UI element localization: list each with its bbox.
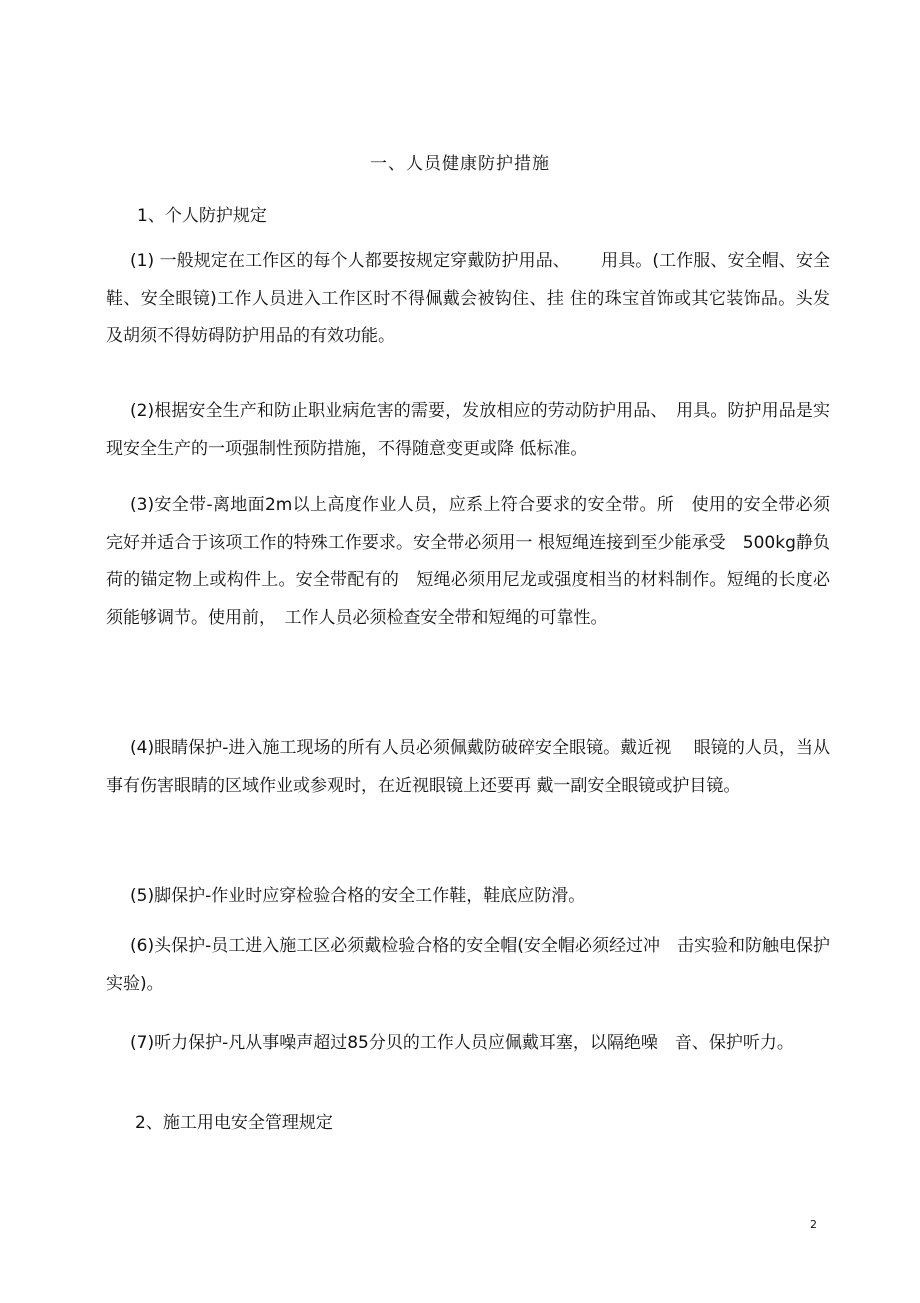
paragraph-text: (2)根据安全生产和防止职业病危害的需要，发放相应的劳动防护用品、 用具。防护用品是实现安全生产的一项强制性预防措施，不得随意变更或降 低标准。	[106, 401, 830, 459]
paragraph-text: (3)安全带-离地面2m以上高度作业人员，应系上符合要求的安全带。所 使用的安全带必须完好并适合于该项工作的特殊工作要求。安全带必须用一 根短绳连接到至少能承受 500kg静负荷的锚定物上或构件上。安全带配有的 短绳必须用尼龙或强度相当的材料制作。短绳的长度必须能够调节。使用前， 工作人员必须检查安全带和短绳的可靠性。	[106, 495, 830, 628]
paragraph-text: (1) 一般规定在工作区的每个人都要按规定穿戴防护用品、 用具。(工作服、安全帽、安全鞋、安全眼镜)工作人员进入工作区时不得佩戴会被钩住、挂 住的珠宝首饰或其它装饰品。头发及胡须不得妨碍防护用品的有效功能。	[106, 251, 830, 346]
page-number: 2	[810, 1218, 817, 1231]
subsection-heading-electrical-safety: 2、施工用电安全管理规定	[135, 1113, 333, 1133]
subsection-heading-personal-protection: 1、个人防护规定	[137, 206, 267, 226]
paragraph-text: (5)脚保护-作业时应穿检验合格的安全工作鞋，鞋底应防滑。	[130, 886, 586, 906]
paragraph-protective-equipment	[106, 393, 830, 468]
paragraph-text: (4)眼睛保护-进入施工现场的所有人员必须佩戴防破碎安全眼镜。戴近视 眼镜的人员，当从事有伤害眼睛的区域作业或参观时，在近视眼镜上还要再 戴一副安全眼镜或护目镜。	[106, 738, 830, 796]
paragraph-general-rules	[106, 243, 830, 356]
paragraph-safety-belt	[106, 487, 830, 637]
paragraph-text: (7)听力保护-凡从事噪声超过85分贝的工作人员应佩戴耳塞，以隔绝噪 音、保护听力。	[130, 1033, 794, 1053]
paragraph-text: (6)头保护-员工进入施工区必须戴检验合格的安全帽(安全帽必须经过冲 击实验和防触电保护实验)。	[106, 936, 830, 994]
paragraph-hearing-protection	[106, 1025, 830, 1063]
paragraph-head-protection	[106, 928, 830, 1003]
section-title: 一、人员健康防护措施	[370, 154, 550, 174]
paragraph-eye-protection	[106, 730, 830, 805]
paragraph-foot-protection	[106, 878, 830, 916]
